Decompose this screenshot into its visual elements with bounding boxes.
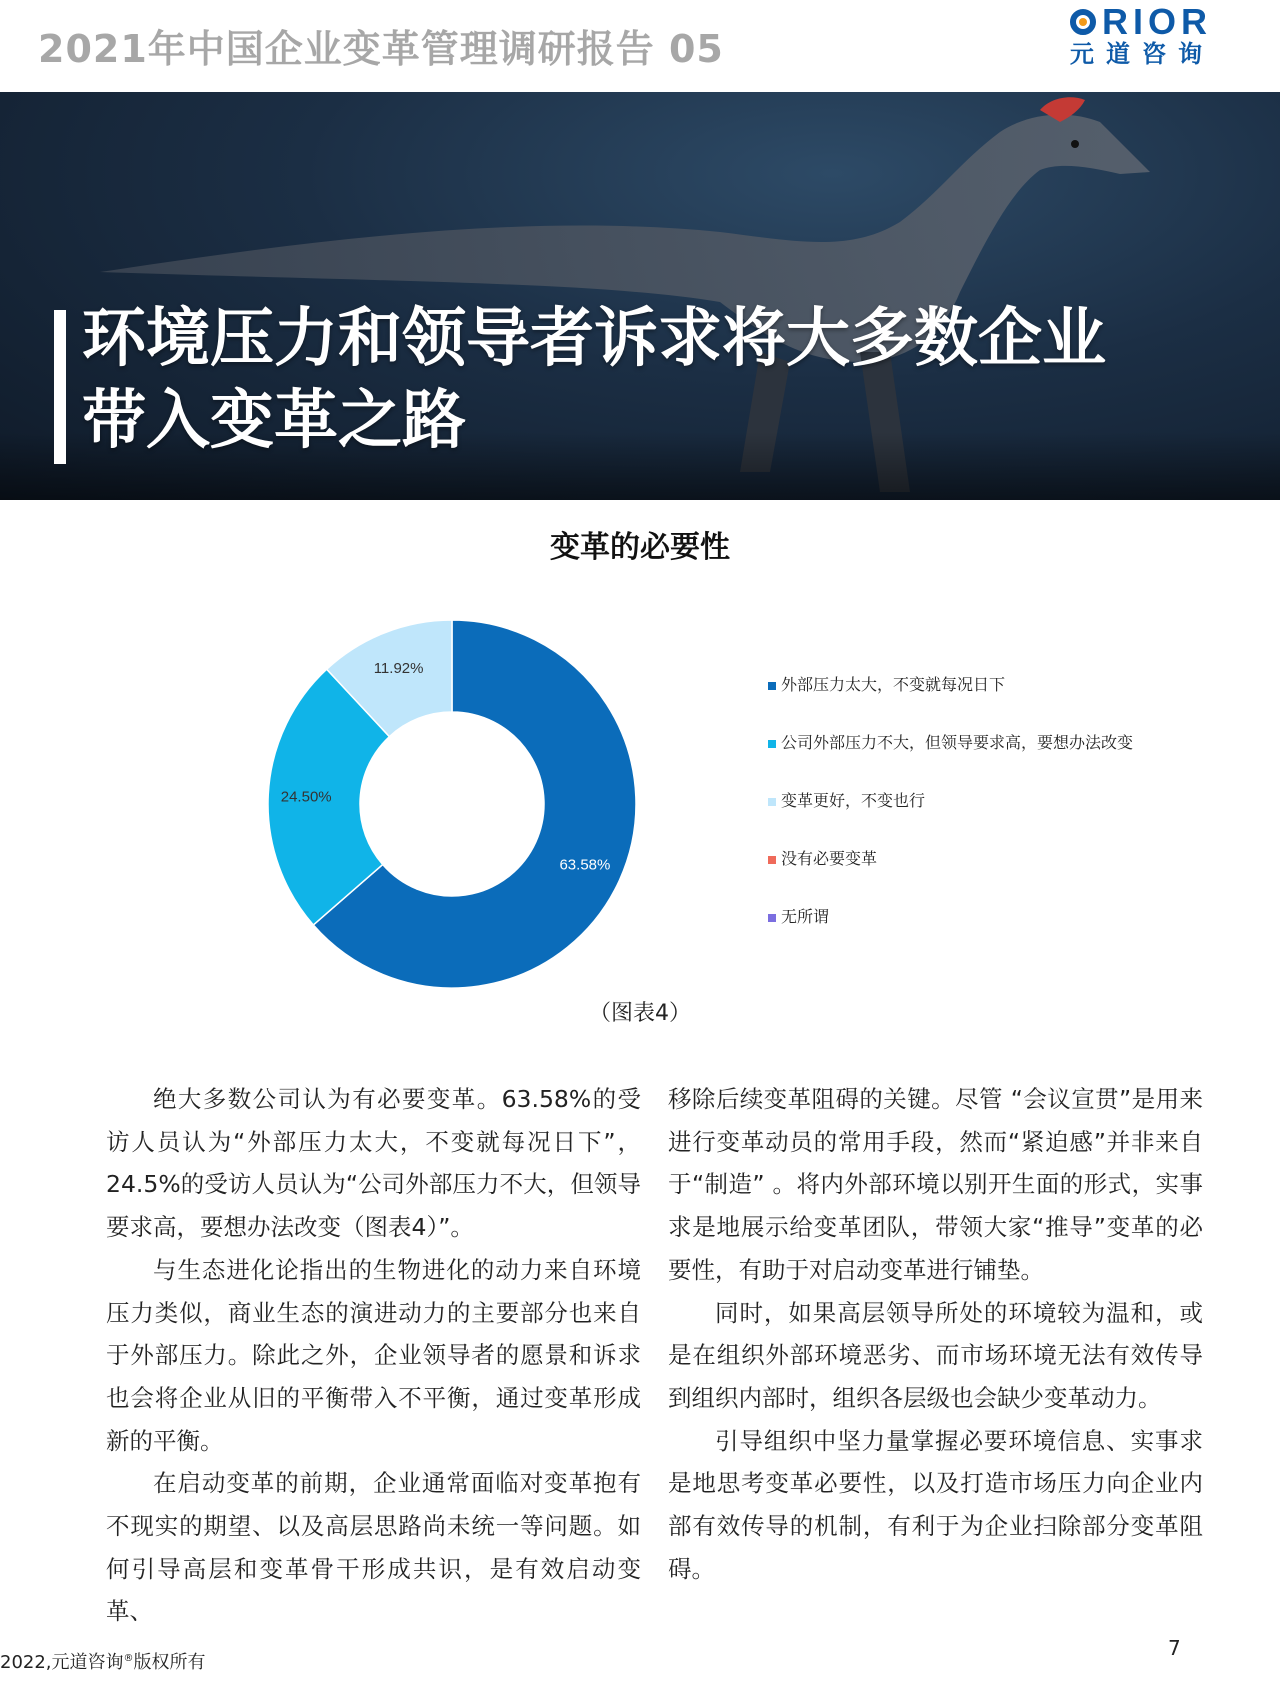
banner-title-line-2: 带入变革之路 <box>82 384 466 458</box>
logo-o-icon <box>1070 9 1096 35</box>
legend-label: 无所谓 <box>781 907 830 926</box>
data-label: 11.92% <box>373 660 424 678</box>
legend-swatch <box>768 798 776 806</box>
paragraph: 与生态进化论指出的生物进化的动力来自环境压力类似，商业生态的演进动力的主要部分也来自于外部压力。除此之外，企业领导者的愿景和诉求也会将企业从旧的平衡带入不平衡，通过变革形成新的平衡。 <box>106 1255 641 1455</box>
registered-mark: ® <box>123 1653 134 1664</box>
paragraph-continued: 移除后续变革阻碍的关键。尽管 “会议宣贯”是用来进行变革动员的常用手段，然而“紧迫感”并非来自于“制造” 。将内外部环境以别开生面的形式，实事求是地展示给变革团队，带领大家“推导”变革的必要性，有助于对启动变革进行铺垫。 <box>668 1085 1203 1284</box>
legend-swatch <box>768 856 776 864</box>
donut-chart <box>0 590 1280 1010</box>
title-accent-bar <box>54 310 66 464</box>
chart-caption: （图表4） <box>589 1001 691 1026</box>
legend-swatch <box>768 914 776 922</box>
logo-chinese: 元道咨询 <box>1070 40 1214 68</box>
paragraph: 在启动变革的前期，企业通常面临对变革抱有不现实的期望、以及高层思路尚未统一等问题。如何引导高层和变革骨干形成共识，是有效启动变革、 <box>106 1469 641 1626</box>
copyright-prefix: 2022,元道咨询 <box>0 1652 124 1673</box>
paragraph: 同时，如果高层领导所处的环境较为温和，或是在组织外部环境恶劣、而市场环境无法有效传导到组织内部时，组织各层级也会缺少变革动力。 <box>668 1298 1203 1412</box>
legend-swatch <box>768 740 776 748</box>
hero-banner <box>0 92 1280 500</box>
page-number: 7 <box>1168 1636 1181 1660</box>
paragraph: 引导组织中坚力量掌握必要环境信息、实事求是地思考变革必要性，以及打造市场压力向企业内部有效传导的机制，有利于为企业扫除部分变革阻碍。 <box>668 1426 1203 1583</box>
body-column-left <box>106 1078 641 1633</box>
banner-title-line-1: 环境压力和领导者诉求将大多数企业 <box>82 302 1106 376</box>
legend-label: 外部压力太大，不变就每况日下 <box>781 675 1006 694</box>
chart-title: 变革的必要性 <box>550 530 730 565</box>
body-column-right <box>668 1078 1203 1590</box>
legend-label: 公司外部压力不大，但领导要求高，要想办法改变 <box>781 733 1134 752</box>
legend-label: 变革更好，不变也行 <box>781 791 926 810</box>
data-label: 63.58% <box>559 856 611 874</box>
copyright-suffix: 版权所有 <box>133 1652 206 1673</box>
banner-title <box>82 298 1202 462</box>
paragraph: 绝大多数公司认为有必要变革。63.58%的受访人员认为“外部压力太大，不变就每况日下”，24.5%的受访人员认为“公司外部压力不大，但领导要求高，要想办法改变（图表4）”。 <box>106 1085 641 1242</box>
logo-text: RIOR <box>1102 1 1212 42</box>
footer-copyright <box>0 1648 206 1674</box>
report-title: 2021年中国企业变革管理调研报告 05 <box>38 27 724 71</box>
legend-label: 没有必要变革 <box>781 849 878 868</box>
data-label: 24.50% <box>280 788 332 806</box>
orior-logo <box>1070 1 1250 68</box>
legend-swatch <box>768 682 776 690</box>
